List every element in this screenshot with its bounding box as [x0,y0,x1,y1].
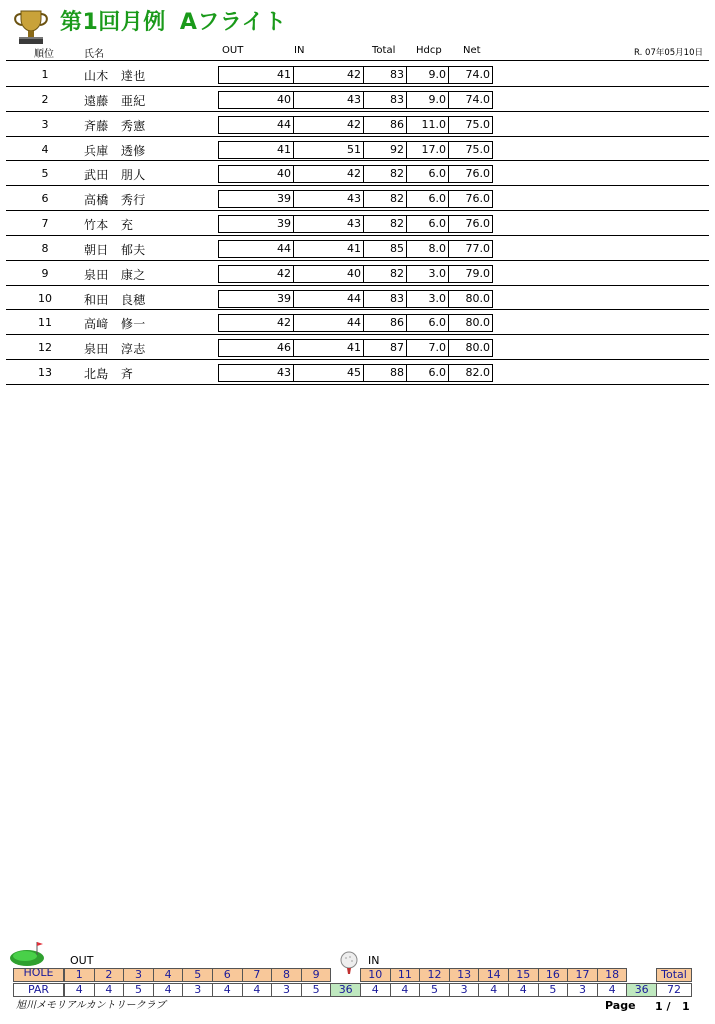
out-par-total: 36 [330,983,361,997]
score-cells [218,339,493,357]
rank-cell: 10 [38,291,52,305]
net-score: 80.0 [448,340,492,356]
player-name: 朝日 郁夫 [84,242,146,257]
club-name: 旭川メモリアルカントリークラブ [16,1000,166,1011]
total-score: 83 [363,92,406,108]
par-value: 3 [449,983,480,997]
handicap: 6.0 [406,216,448,232]
hole-number: 14 [478,968,509,982]
table-row [0,286,715,311]
par-value: 5 [301,983,332,997]
net-score: 82.0 [448,365,492,381]
par-value: 4 [242,983,273,997]
in-score: 44 [293,315,363,331]
hole-number: 7 [242,968,273,982]
in-score: 43 [293,216,363,232]
out-score: 43 [277,366,291,380]
handicap: 9.0 [406,67,448,83]
handicap: 3.0 [406,291,448,307]
out-score: 39 [277,291,291,305]
table-row [0,186,715,211]
in-score: 51 [293,142,363,158]
in-score: 43 [293,92,363,108]
rank-cell: 1 [41,68,49,81]
hole-number: 12 [419,968,450,982]
handicap: 11.0 [406,117,448,133]
in-score: 40 [293,266,363,282]
hole-label: HOLE [13,968,64,982]
putting-green-icon [7,938,51,968]
hole-number: 18 [597,968,628,982]
in-par-total: 36 [626,983,657,997]
total-score: 82 [363,191,406,207]
header-in: IN [294,45,305,56]
header-total: Total [372,45,396,56]
par-value: 5 [419,983,450,997]
par-value: 4 [390,983,421,997]
table-row [0,261,715,286]
table-row [0,211,715,236]
player-name: 泉田 淳志 [84,342,146,357]
out-score: 46 [277,341,291,355]
net-score: 75.0 [448,117,492,133]
score-cells [218,314,493,332]
total-score: 82 [363,216,406,232]
hole-number: 4 [153,968,184,982]
total-score: 83 [363,291,406,307]
total-score: 86 [363,117,406,133]
handicap: 6.0 [406,315,448,331]
hole-number: 5 [182,968,213,982]
in-score: 43 [293,191,363,207]
score-cells [218,66,493,84]
header-net: Net [463,45,481,56]
player-name: 山木 達也 [84,69,146,83]
handicap: 8.0 [406,241,448,257]
score-cells [218,190,493,208]
results-table [0,62,715,385]
player-name: 高﨑 修一 [84,317,146,332]
table-row [0,161,715,186]
in-score: 41 [293,241,363,257]
trophy-icon [9,7,53,47]
net-score: 80.0 [448,291,492,307]
total-label: Total [656,968,692,982]
hole-number: 13 [449,968,480,982]
in-score: 42 [293,166,363,182]
par-value: 4 [478,983,509,997]
in-score: 45 [293,365,363,381]
out-score: 41 [277,68,291,81]
rank-cell: 5 [41,167,49,181]
table-row [0,310,715,335]
total-score: 82 [363,266,406,282]
out-score: 42 [277,316,291,330]
out-score: 40 [277,92,291,106]
net-score: 74.0 [448,92,492,108]
rank-cell: 2 [41,92,49,106]
hole-number: 10 [360,968,391,982]
handicap: 6.0 [406,166,448,182]
net-score: 76.0 [448,166,492,182]
page-title: 第1回月例 Aフライト [60,10,287,35]
net-score: 74.0 [448,67,492,83]
score-cells [218,290,493,308]
out-score: 44 [277,241,291,255]
par-label: PAR [13,983,64,997]
total-score: 83 [363,67,406,83]
out-score: 41 [277,142,291,156]
out-label: OUT [70,954,94,967]
in-score: 42 [293,67,363,83]
hole-number: 6 [212,968,243,982]
table-row [0,87,715,112]
total-score: 92 [363,142,406,158]
net-score: 80.0 [448,315,492,331]
in-score: 41 [293,340,363,356]
total-score: 85 [363,241,406,257]
rank-cell: 9 [41,266,49,280]
score-cells [218,240,493,258]
par-value: 4 [597,983,628,997]
handicap: 7.0 [406,340,448,356]
score-cells [218,364,493,382]
score-cells [218,91,493,109]
header-hdcp: Hdcp [416,45,442,56]
table-row [0,335,715,360]
in-label: IN [368,954,380,967]
player-name: 遠藤 亜紀 [84,93,146,108]
par-value: 4 [153,983,184,997]
total-score: 87 [363,340,406,356]
net-score: 75.0 [448,142,492,158]
hole-number: 17 [567,968,598,982]
in-score: 42 [293,117,363,133]
handicap: 6.0 [406,191,448,207]
handicap: 6.0 [406,365,448,381]
header-rank: 順位 [34,49,54,60]
player-name: 北島 斉 [84,367,134,382]
hole-number: 15 [508,968,539,982]
event-date: R. 07年05月10日 [634,48,703,58]
in-score: 44 [293,291,363,307]
handicap: 9.0 [406,92,448,108]
hole-number: 11 [390,968,421,982]
rank-cell: 6 [41,192,49,206]
table-row [0,236,715,261]
table-row [0,360,715,385]
page-number: 1 / 1 [655,1000,690,1013]
header-name: 氏名 [84,49,104,60]
out-score: 44 [277,117,291,131]
par-value: 4 [64,983,95,997]
score-cells [218,116,493,134]
rank-cell: 12 [38,341,52,355]
page-label: Page [605,999,636,1012]
hole-number: 9 [301,968,332,982]
out-score: 39 [277,192,291,206]
par-value: 3 [182,983,213,997]
par-value: 5 [123,983,154,997]
rank-cell: 13 [38,366,52,380]
hole-number: 1 [64,968,95,982]
rank-cell: 11 [38,316,52,330]
total-score: 86 [363,315,406,331]
par-value: 5 [538,983,569,997]
score-cells [218,215,493,233]
score-cells [218,265,493,283]
par-value: 3 [567,983,598,997]
header-out: OUT [222,45,244,56]
out-score: 40 [277,167,291,181]
player-name: 兵庫 透修 [84,143,146,158]
hole-number: 2 [94,968,125,982]
player-name: 和田 良穂 [84,292,146,307]
player-name: 高橋 秀行 [84,193,146,208]
par-value: 3 [271,983,302,997]
handicap: 3.0 [406,266,448,282]
par-grand-total: 72 [656,983,692,997]
par-value: 4 [508,983,539,997]
total-score: 88 [363,365,406,381]
rank-cell: 4 [41,142,49,156]
net-score: 76.0 [448,216,492,232]
rank-cell: 8 [41,241,49,255]
net-score: 79.0 [448,266,492,282]
handicap: 17.0 [406,142,448,158]
total-score: 82 [363,166,406,182]
rank-cell: 3 [41,117,49,131]
hole-number: 3 [123,968,154,982]
net-score: 76.0 [448,191,492,207]
hole-number: 8 [271,968,302,982]
par-value: 4 [360,983,391,997]
player-name: 武田 朋人 [84,168,146,183]
par-value: 4 [212,983,243,997]
header-divider [6,60,709,61]
score-cells [218,141,493,159]
hole-number: 16 [538,968,569,982]
table-row [0,62,715,87]
rank-cell: 7 [41,217,49,231]
player-name: 斉藤 秀憲 [84,118,146,133]
table-row [0,112,715,137]
table-row [0,137,715,162]
player-name: 泉田 康之 [84,267,146,282]
player-name: 竹本 充 [84,218,134,233]
score-cells [218,165,493,183]
out-score: 39 [277,217,291,231]
net-score: 77.0 [448,241,492,257]
par-value: 4 [94,983,125,997]
golf-ball-icon [336,950,362,976]
out-score: 42 [277,266,291,280]
